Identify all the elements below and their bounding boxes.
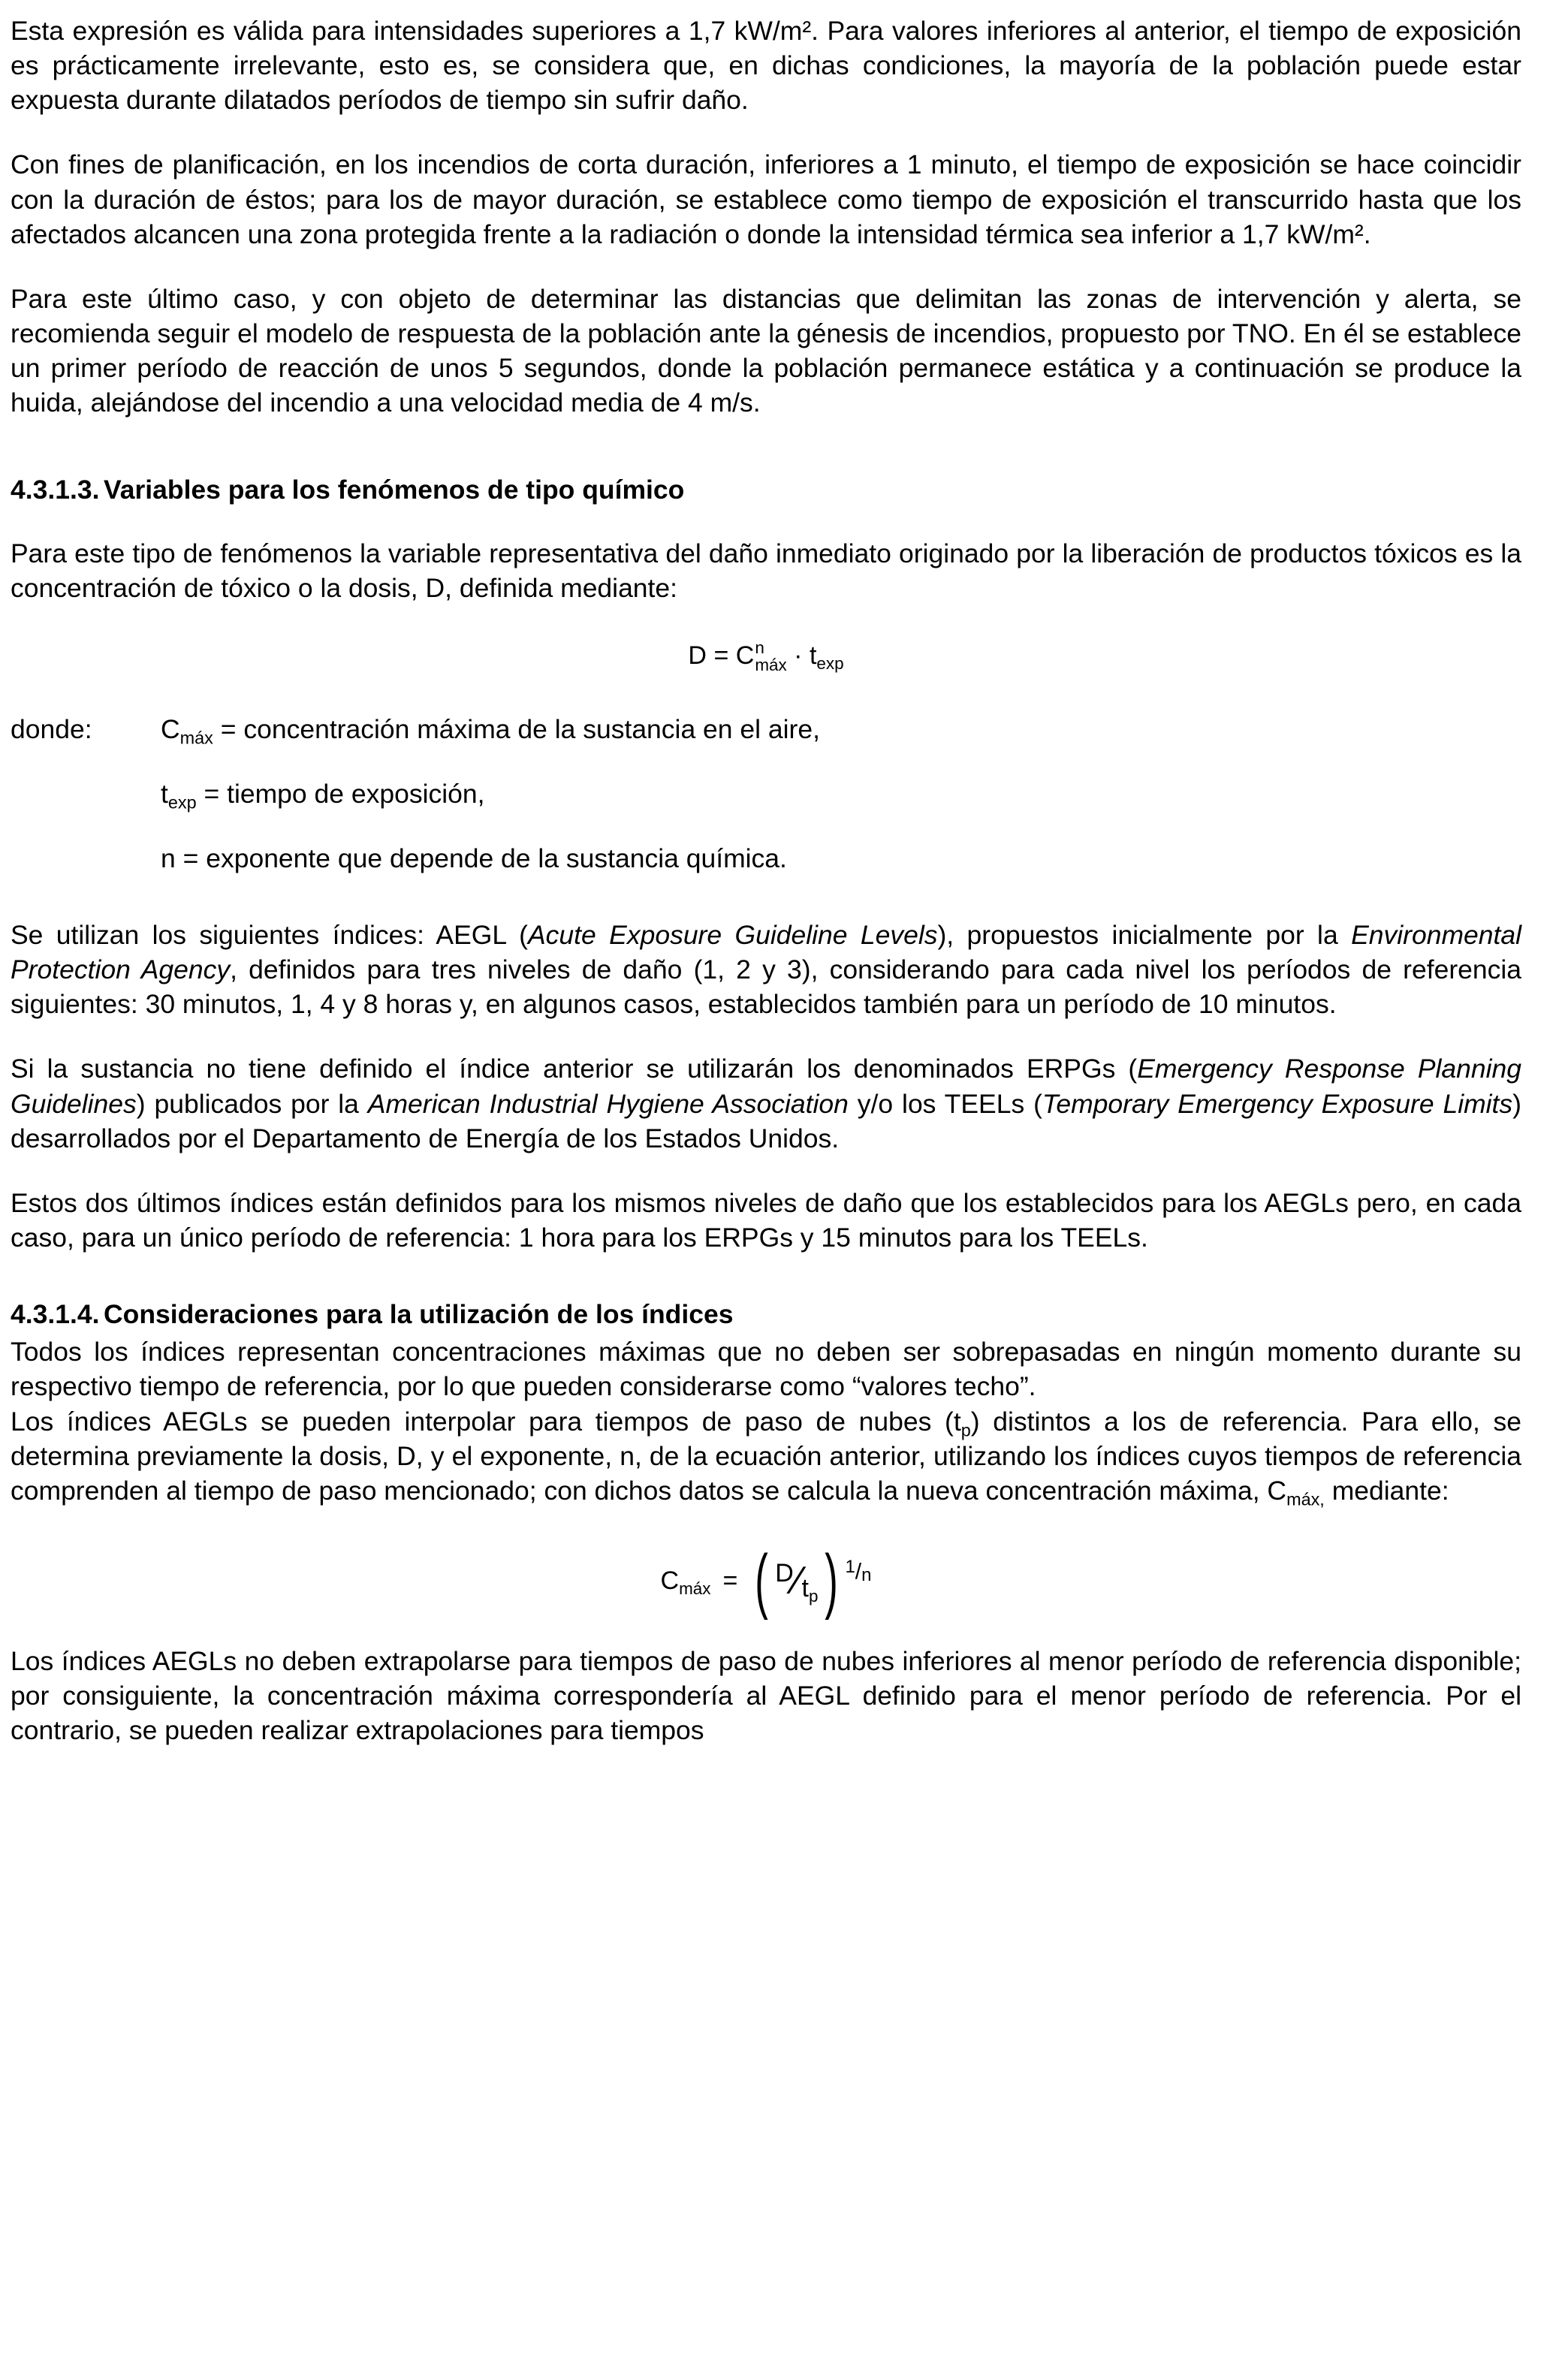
definition-row-n xyxy=(11,841,1521,876)
formula-c-exponent: n xyxy=(755,638,764,657)
spacer xyxy=(11,906,1521,918)
spacer xyxy=(11,450,1521,472)
section-heading-4-3-1-4 xyxy=(11,1297,1521,1331)
cons-sub-cmax: máx, xyxy=(1286,1489,1325,1509)
definitions-block xyxy=(11,712,1521,876)
definition-symbol-sub: máx xyxy=(179,728,213,748)
fraction-denominator xyxy=(801,1559,819,1606)
aiha-italic: American Industrial Hygiene Association xyxy=(367,1088,849,1119)
formula-equals: = xyxy=(713,641,729,670)
exponent-denominator: n xyxy=(861,1564,872,1585)
erpg-post: ) desarrollados por el Departamento de Energía de los Estados Unidos. xyxy=(11,1088,1521,1153)
erpg-pre: Si la sustancia no tiene definido el índice anterior se utilizarán los denominados ERPGs ( xyxy=(11,1054,1138,1084)
definition-text: = exponente que depende de la sustancia química. xyxy=(175,843,787,873)
definition-symbol: n xyxy=(161,843,176,873)
erpg-mid2: y/o los TEELs ( xyxy=(848,1088,1042,1119)
section-title: Consideraciones para la utilización de los índices xyxy=(104,1299,734,1330)
cons-c: mediante: xyxy=(1324,1475,1449,1506)
formula-cmax-lhs xyxy=(660,1566,711,1599)
donde-label: donde: xyxy=(11,713,92,744)
definition-symbol-sub: exp xyxy=(167,792,197,813)
aegl-pre: Se utilizan los siguientes índices: AEGL ( xyxy=(11,920,528,950)
cons-b: ) distintos a los de referencia. Para ello, se determina previamente la dosis, D, y el exponente, n, de la ecuación anterior, utilizando los índices cuyos tiempos de referencia comprenden al tiempo de paso mencionado; con dichos datos se calcula la nueva concentración máxima, C xyxy=(11,1406,1521,1506)
definition-row-cmax xyxy=(11,712,1521,746)
formula-cmax-equals: = xyxy=(722,1566,738,1595)
fraction-d-over-tp xyxy=(773,1558,819,1606)
paragraph-erpg xyxy=(11,1051,1521,1155)
paragraph-aegl xyxy=(11,918,1521,1021)
fraction-slash: ⁄ xyxy=(794,1559,801,1603)
exponent-one-over-n xyxy=(845,1557,871,1586)
formula-c: C xyxy=(735,641,755,670)
paragraph-ultimos: Estos dos últimos índices están definidos para los mismos niveles de daño que los establecidos para los AEGLs pero, en cada caso, para un único período de referencia: 1 hora para los ERPGs y 15 minutos para los TEELs. xyxy=(11,1187,1521,1253)
formula-cmax xyxy=(11,1539,1521,1621)
spacer xyxy=(11,1285,1521,1297)
exponent-slash: / xyxy=(855,1559,862,1584)
paragraph-consideraciones-1: Todos los índices representan concentraciones máximas que no deben ser sobrepasadas en ningún momento durante su respectivo tiempo de referencia, por lo que pueden considerarse como “valores techo”. xyxy=(11,1337,1521,1402)
definition-cmax xyxy=(161,712,1521,746)
formula-lhs: D xyxy=(688,641,707,670)
cons-a: Los índices AEGLs se pueden interpolar para tiempos de paso de nubes (t xyxy=(11,1406,961,1437)
paragraph-4: Para este tipo de fenómenos la variable representativa del daño inmediato originado por la liberación de productos tóxicos es la concentración de tóxico o la dosis, D, definida mediante: xyxy=(11,538,1521,603)
formula-t-subscript: exp xyxy=(816,653,844,673)
paragraph-2: Con fines de planificación, en los incendios de corta duración, inferiores a 1 minuto, el tiempo de exposición se hace coincidir con la duración de éstos; para los de mayor duración, se establece como tiempo de exposición el transcurrido hasta que los afectados alcancen una zona protegida frente a la radiación o donde la intensidad térmica sea inferior a 1,7 kW/m². xyxy=(11,149,1521,249)
epa-italic: Environmental Protection Agency xyxy=(11,920,1521,985)
formula-t: t xyxy=(809,641,817,670)
aegl-post: , definidos para tres niveles de daño (1, 2 y 3), considerando para cada nivel los períodos de referencia siguientes: 30 minutos, 1, 4 y 8 horas y, en algunos casos, establecidos también para un período de 10 minutos. xyxy=(11,954,1522,1020)
section-number: 4.3.1.4. xyxy=(11,1299,100,1330)
paragraph-consideraciones-2 xyxy=(11,1404,1521,1508)
erpg-italic: Emergency Response Planning Guidelines xyxy=(11,1054,1521,1119)
definition-n xyxy=(161,841,1521,876)
section-number: 4.3.1.3. xyxy=(11,475,100,505)
left-paren: ( xyxy=(755,1539,769,1621)
section-heading-4-3-1-3 xyxy=(11,472,1521,507)
paragraph-3: Para este último caso, y con objeto de determinar las distancias que delimitan las zonas de intervención y alerta, se recomienda seguir el modelo de respuesta de la población ante la génesis de incendios, propuesto por TNO. En él se establece un primer período de reacción de unos 5 segundos, donde la población permanece estática y a continuación se produce la huida, alejándose del incendio a una velocidad media de 4 m/s. xyxy=(11,283,1521,418)
definition-texp xyxy=(161,776,1521,811)
section-title: Variables para los fenómenos de tipo químico xyxy=(104,475,685,505)
definition-symbol: t xyxy=(161,778,168,809)
definition-row-texp xyxy=(11,776,1521,811)
definition-symbol: C xyxy=(161,713,180,744)
formula-cmax-sub: máx xyxy=(679,1579,711,1599)
aegl-mid: ), propuestos inicialmente por la xyxy=(937,920,1352,950)
formula-dot: · xyxy=(794,641,803,670)
teel-italic: Temporary Emergency Exposure Limits xyxy=(1042,1088,1513,1119)
fraction-numerator: D xyxy=(775,1558,794,1588)
cons-sub-tp: p xyxy=(960,1420,971,1440)
right-paren: ) xyxy=(825,1539,839,1621)
formula-c-subsup xyxy=(755,640,786,674)
formula-c-subscript: máx xyxy=(755,655,787,674)
formula-cmax-c: C xyxy=(660,1566,680,1595)
definition-text: = tiempo de exposición, xyxy=(196,778,485,809)
exponent-numerator: 1 xyxy=(845,1557,855,1578)
erpg-mid: ) publicados por la xyxy=(136,1088,368,1119)
paragraph-final: Los índices AEGLs no deben extrapolarse para tiempos de paso de nubes inferiores al menor período de referencia disponible; por consiguiente, la concentración máxima correspondería al AEGL definido para el menor período de referencia. Por el contrario, se pueden realizar extrapolaciones para tiempos xyxy=(11,1645,1521,1746)
fraction-denominator-base: t xyxy=(801,1573,809,1603)
aegl-italic: Acute Exposure Guideline Levels xyxy=(528,920,938,950)
definition-text: = concentración máxima de la sustancia en el aire, xyxy=(213,713,820,744)
formula-dose xyxy=(11,640,1521,674)
paragraph-1: Esta expresión es válida para intensidades superiores a 1,7 kW/m². Para valores inferiores al anterior, el tiempo de exposición es prácticamente irrelevante, esto es, se considera que, en dichas condiciones, la mayoría de la población puede estar expuesta durante dilatados períodos de tiempo sin sufrir daño. xyxy=(11,16,1521,116)
fraction-denominator-sub: p xyxy=(808,1587,819,1606)
